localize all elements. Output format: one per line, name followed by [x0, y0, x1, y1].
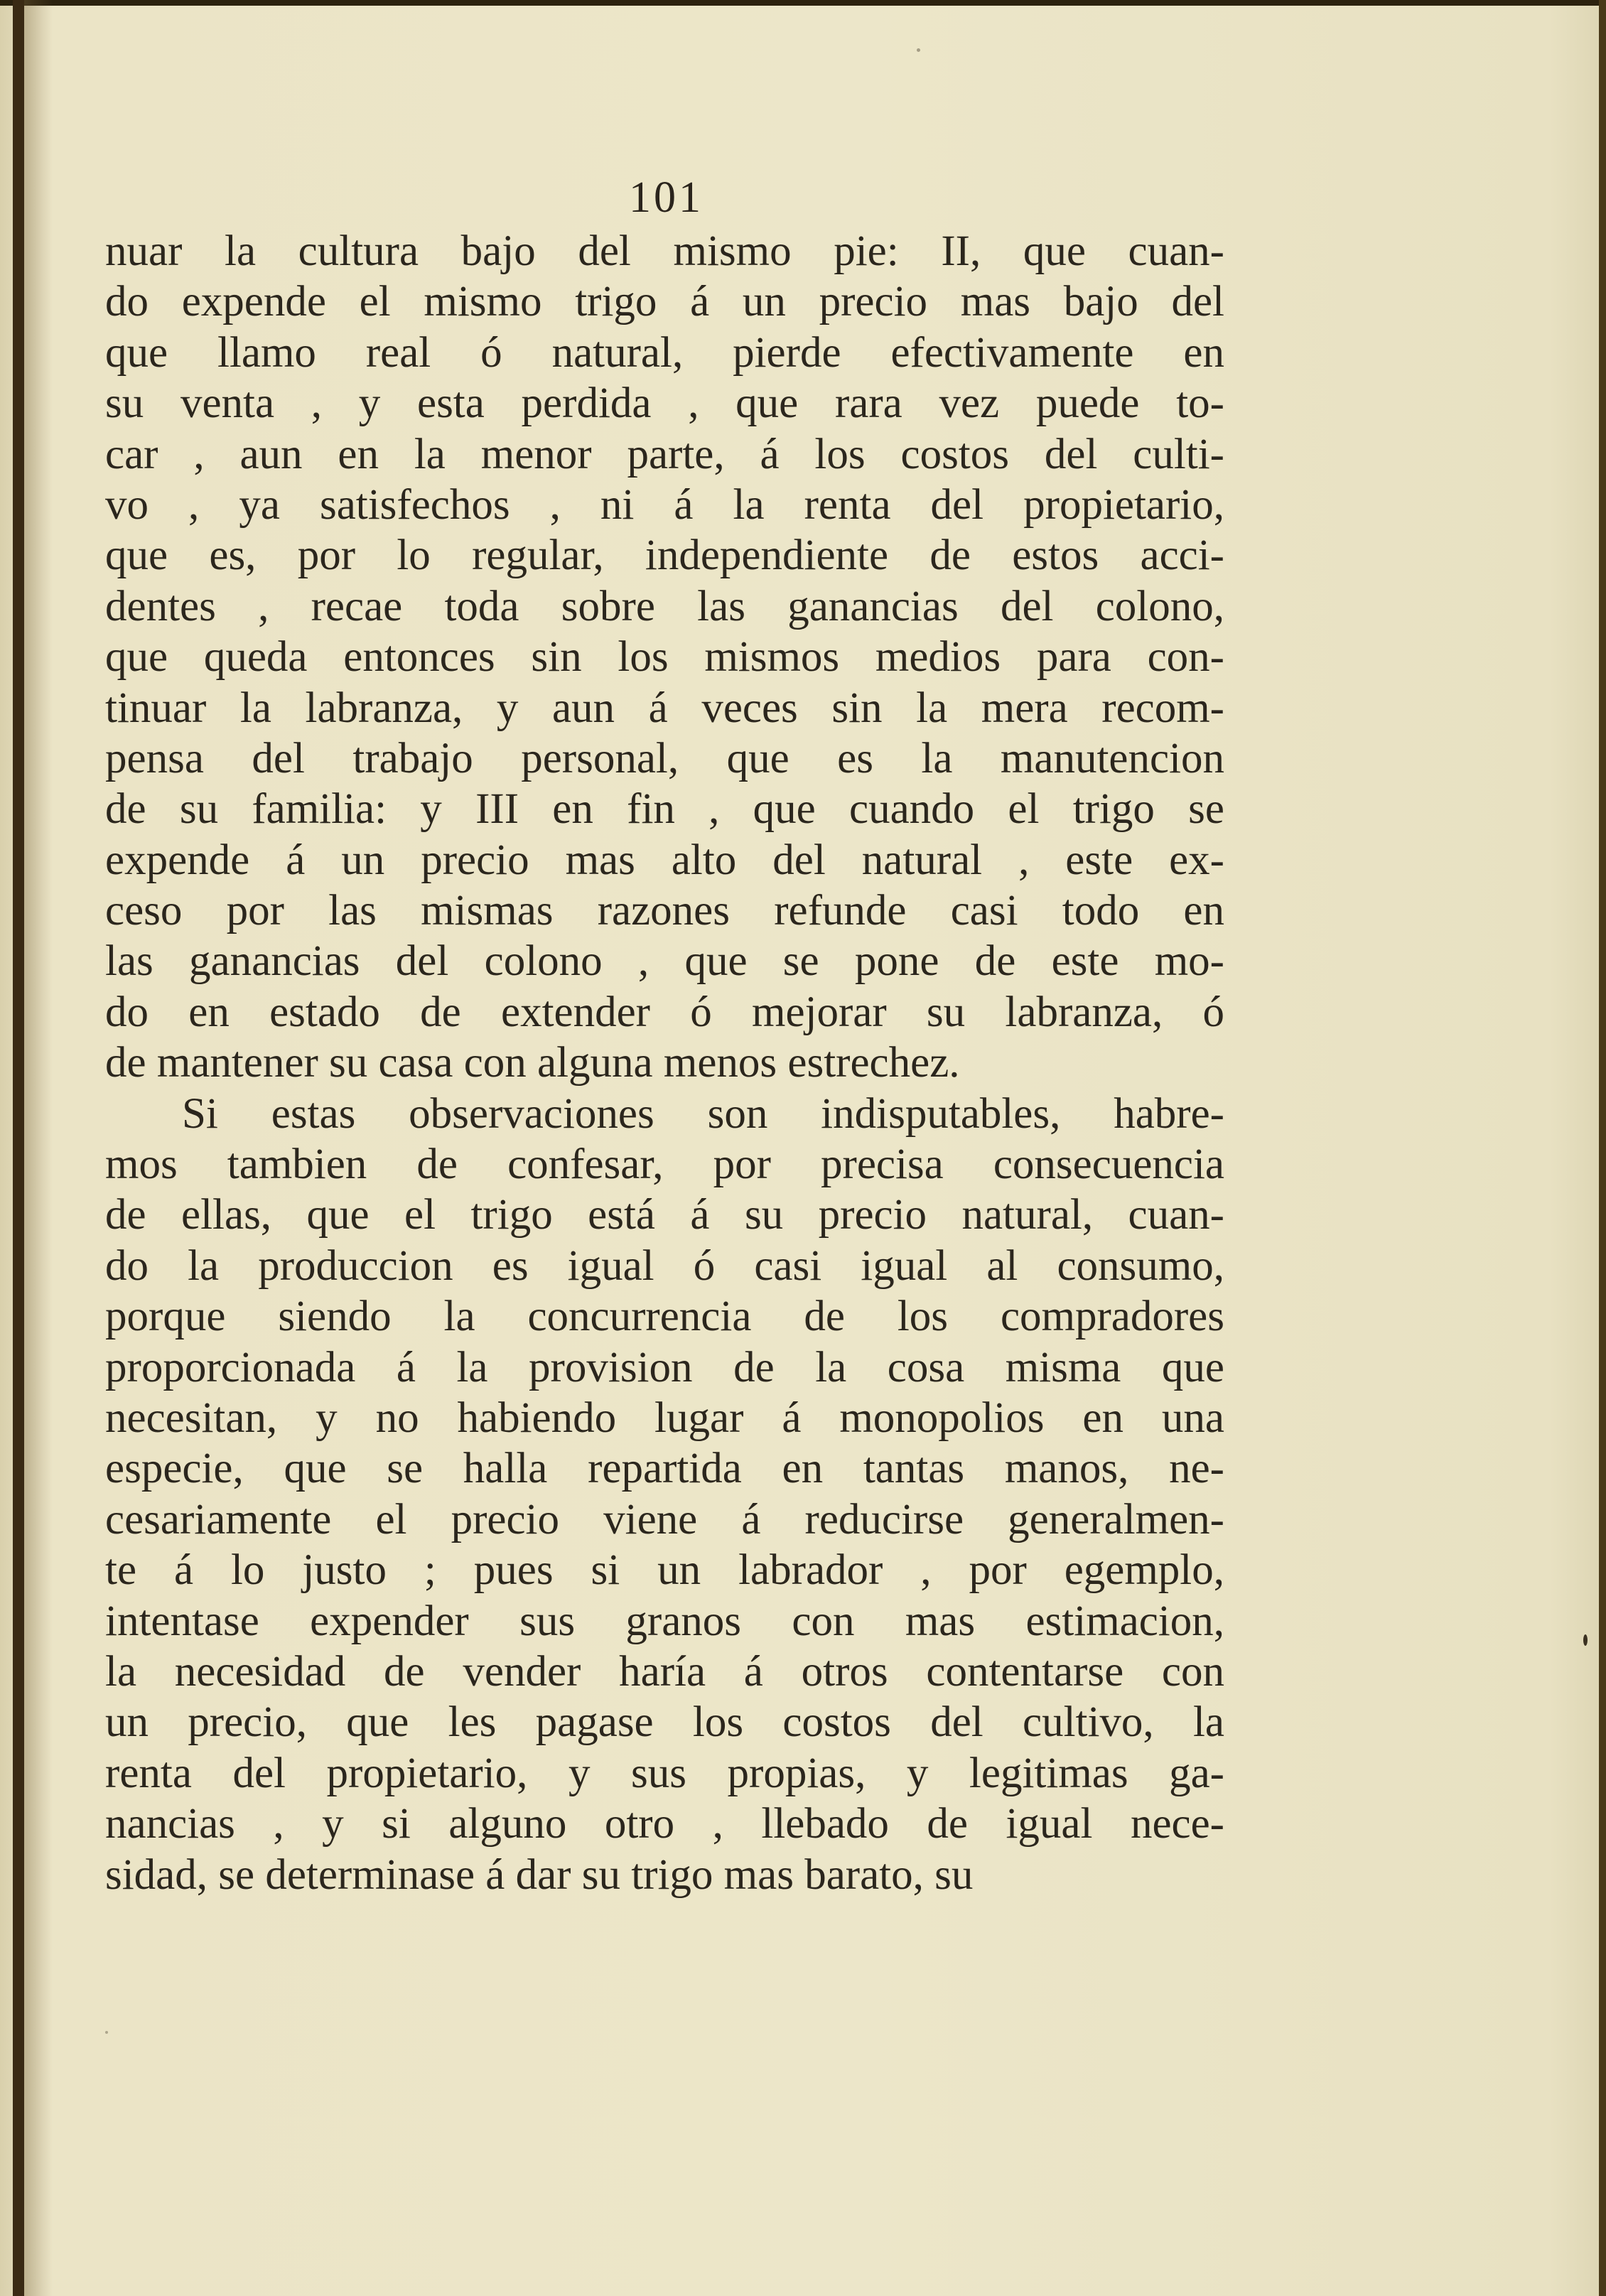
text-line: de mantener su casa con alguna menos estrechez.: [105, 1039, 960, 1087]
paper-speck: [1583, 1634, 1588, 1646]
text-line: do la produccion es igual ó casi igual al consumo,: [105, 1241, 1224, 1290]
text-line: car , aun en la menor parte, á los costos del culti-: [105, 430, 1224, 478]
page-number: 101: [629, 173, 704, 222]
text-line: do expende el mismo trigo á un precio mas bajo del: [105, 278, 1224, 326]
text-line: mos tambien de confesar, por precisa consecuencia: [105, 1141, 1224, 1189]
text-line: que queda entonces sin los mismos medios para con-: [105, 633, 1224, 681]
text-line: tinuar la labranza, y aun á veces sin la mera recom-: [105, 684, 1224, 732]
text-line: su venta , y esta perdida , que rara vez puede to-: [105, 379, 1224, 428]
text-line: la necesidad de vender haría á otros contentarse con: [105, 1647, 1224, 1696]
body-text: [105, 226, 1224, 1900]
binding-shadow: [24, 0, 53, 2296]
text-line: proporcionada á la provision de la cosa misma que: [105, 1343, 1224, 1391]
text-line: renta del propietario, y sus propias, y legitimas ga-: [105, 1749, 1224, 1797]
text-line: nancias , y si alguno otro , llebado de igual nece-: [105, 1800, 1224, 1848]
text-line: necesitan, y no habiendo lugar á monopolios en una: [105, 1394, 1224, 1442]
text-line: pensa del trabajo personal, que es la manutencion: [105, 734, 1224, 782]
text-line: que es, por lo regular, independiente de estos acci-: [105, 532, 1224, 580]
page-top-edge: [0, 0, 1606, 6]
text-line: expende á un precio mas alto del natural , este ex-: [105, 836, 1224, 884]
text-line: intentase expender sus granos con mas estimacion,: [105, 1597, 1224, 1645]
text-line: un precio, que les pagase los costos del cultivo, la: [105, 1698, 1224, 1747]
paper-speck: [917, 48, 920, 52]
text-line: de ellas, que el trigo está á su precio natural, cuan-: [105, 1191, 1224, 1239]
text-line: ceso por las mismas razones refunde casi todo en: [105, 887, 1224, 935]
text-line: sidad, se determinase á dar su trigo mas barato, su: [105, 1850, 974, 1899]
page-right-edge: [1599, 0, 1606, 2296]
text-line: porque siendo la concurrencia de los compradores: [105, 1293, 1224, 1341]
text-line: dentes , recae toda sobre las ganancias del colono,: [105, 582, 1224, 630]
paragraph-start-line: Si estas observaciones son indisputables, habre-: [182, 1089, 1224, 1138]
text-line: do en estado de extender ó mejorar su labranza, ó: [105, 988, 1224, 1036]
text-line: vo , ya satisfechos , ni á la renta del propietario,: [105, 480, 1224, 529]
text-line: nuar la cultura bajo del mismo pie: II, que cuan-: [105, 227, 1224, 275]
text-line: de su familia: y III en fin , que cuando el trigo se: [105, 785, 1224, 834]
paper-speck: [105, 2031, 108, 2034]
text-line: te á lo justo ; pues si un labrador , por egemplo,: [105, 1546, 1224, 1595]
text-line: especie, que se halla repartida en tantas manos, ne-: [105, 1445, 1224, 1493]
text-line: las ganancias del colono , que se pone de este mo-: [105, 937, 1224, 986]
text-line: que llamo real ó natural, pierde efectivamente en: [105, 328, 1224, 377]
text-line: cesariamente el precio viene á reducirse generalmen-: [105, 1495, 1224, 1543]
binding-edge: [13, 0, 24, 2296]
